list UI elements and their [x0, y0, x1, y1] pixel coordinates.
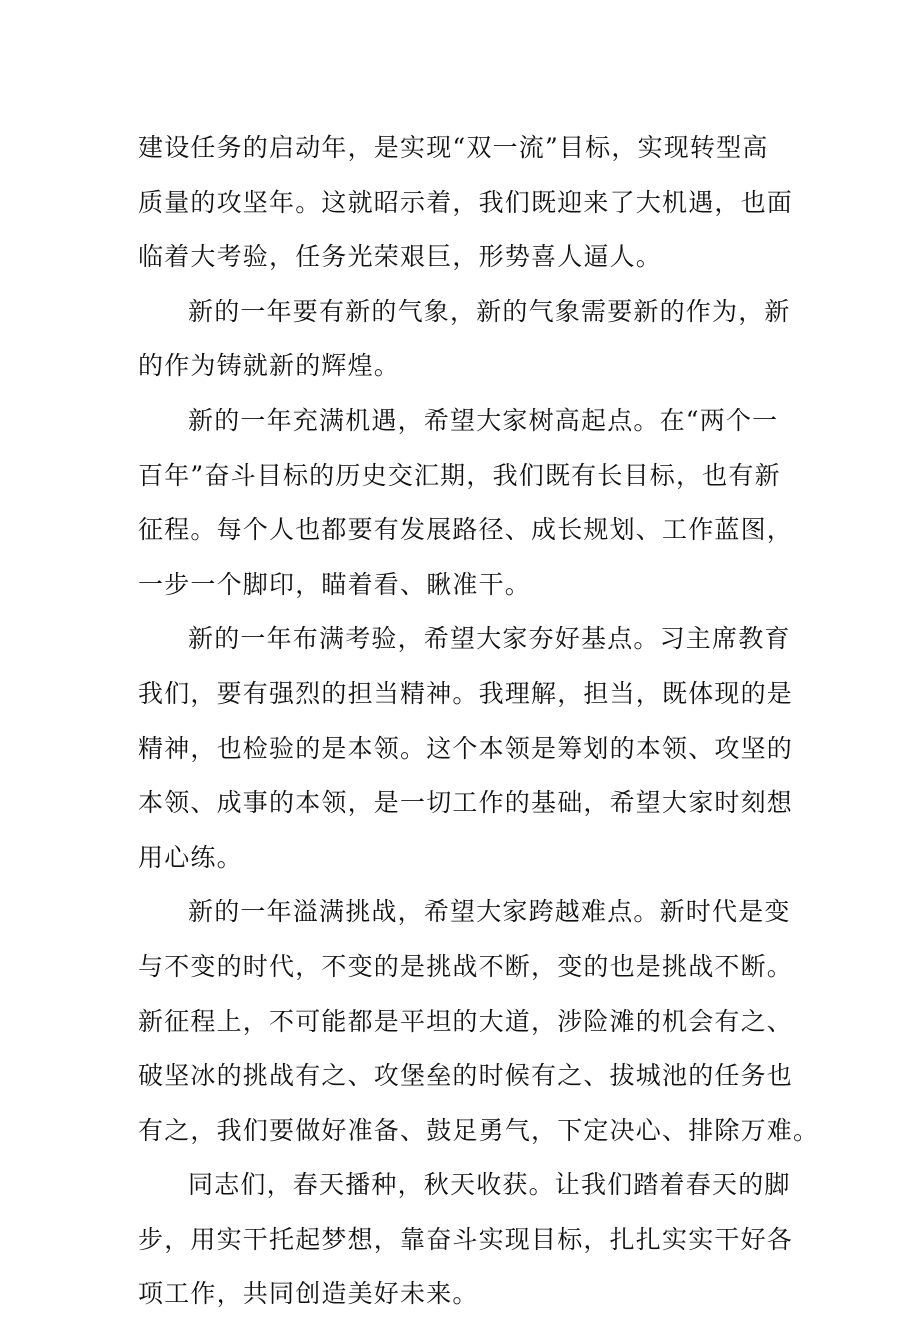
paragraph-line: 新的一年布满考验，希望大家夯好基点。习主席教育	[188, 624, 791, 654]
paragraph-line: 临着大考验，任务光荣艰巨，形势喜人逼人。	[138, 242, 663, 272]
paragraph-line: 的作为铸就新的辉煌。	[138, 351, 401, 381]
paragraph-6	[138, 1158, 794, 1322]
paragraph-line: 本领、成事的本领，是一切工作的基础，希望大家时刻想	[138, 788, 794, 818]
paragraph-1	[138, 121, 794, 285]
paragraph-line: 项工作，共同创造美好未来。	[138, 1279, 479, 1309]
paragraph-line: 同志们，春天播种，秋天收获。让我们踏着春天的脚	[188, 1170, 791, 1200]
paragraph-line: 我们，要有强烈的担当精神。我理解，担当，既体现的是	[138, 678, 794, 708]
paragraph-line: 新的一年要有新的气象，新的气象需要新的作为，新	[188, 296, 791, 326]
document-body	[138, 121, 820, 1322]
paragraph-3	[138, 394, 794, 612]
paragraph-line: 步，用实干托起梦想，靠奋斗实现目标，扎扎实实干好各	[138, 1224, 794, 1254]
paragraph-4	[138, 612, 794, 885]
paragraph-line: 一步一个脚印，瞄着看、瞅准干。	[138, 569, 532, 599]
paragraph-line: 质量的攻坚年。这就昭示着，我们既迎来了大机遇，也面	[138, 187, 794, 217]
paragraph-line: 新的一年充满机遇，希望大家树高起点。在“两个一	[188, 405, 779, 435]
paragraph-line: 用心练。	[138, 842, 243, 872]
paragraph-line: 破坚冰的挑战有之、攻堡垒的时候有之、拔城池的任务也	[138, 1061, 794, 1091]
paragraph-line: 百年”奋斗目标的历史交汇期，我们既有长目标，也有新	[138, 460, 781, 490]
paragraph-line: 有之，我们要做好准备、鼓足勇气，下定决心、排除万难。	[138, 1115, 820, 1145]
paragraph-2	[138, 285, 791, 394]
paragraph-5	[138, 885, 820, 1158]
paragraph-line: 建设任务的启动年，是实现“双一流”目标，实现转型高	[138, 133, 769, 162]
paragraph-line: 新的一年溢满挑战，希望大家跨越难点。新时代是变	[188, 897, 791, 927]
paragraph-line: 新征程上，不可能都是平坦的大道，涉险滩的机会有之、	[138, 1006, 794, 1036]
paragraph-line: 精神，也检验的是本领。这个本领是筹划的本领、攻坚的	[138, 733, 794, 763]
paragraph-line: 征程。每个人也都要有发展路径、成长规划、工作蓝图，	[138, 515, 794, 545]
paragraph-line: 与不变的时代，不变的是挑战不断，变的也是挑战不断。	[138, 951, 794, 981]
